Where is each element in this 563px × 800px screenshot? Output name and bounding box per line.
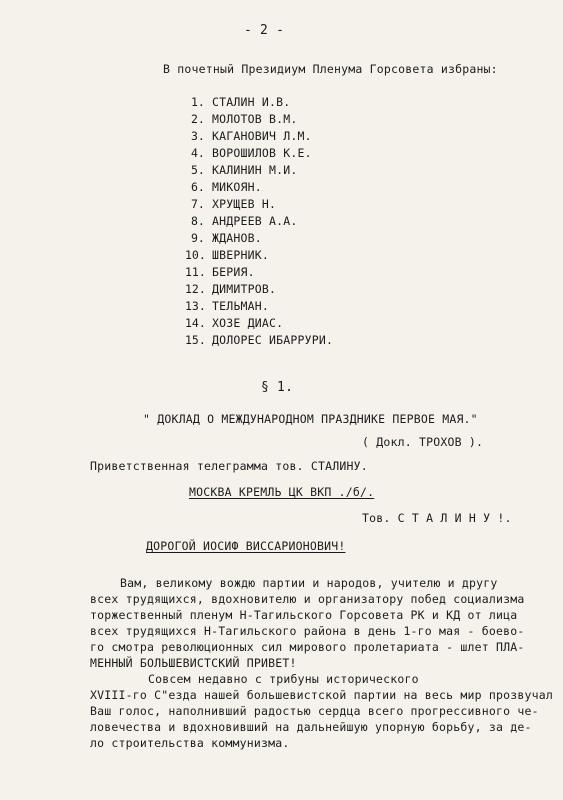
item-name: ХОЗЕ ДИАС. [212,316,284,330]
telegram-recipient: Тов. С Т А Л И Н У !. [362,511,512,525]
body-line: Ваш голос, наполнивший радостью сердца всего прогрессивного че- [90,704,539,718]
body-line: всех трудящихся Н-Тагильского района в день 1-го мая - боево- [90,624,525,638]
item-name: АНДРЕЕВ А.А. [212,214,298,228]
item-number: 2. [191,112,205,126]
item-name: МИКОЯН. [212,180,262,194]
body-line: всех трудящихся, вдохновителю и организатору побед социализма [90,592,525,606]
item-number: 8. [191,214,205,228]
item-number: 3. [191,129,205,143]
item-name: ТЕЛЬМАН. [212,299,269,313]
item-number: 12. [185,282,206,296]
telegram-address: МОСКВА КРЕМЛЬ ЦК ВКП ./б/. [189,485,375,499]
item-name: ВОРОШИЛОВ К.Е. [212,146,312,160]
item-name: БЕРИЯ. [212,265,255,279]
section-title: " ДОКЛАД О МЕЖДУНАРОДНОМ ПРАЗДНИКЕ ПЕРВОЕ МАЯ." [143,412,478,426]
item-number: 11. [185,265,206,279]
item-name: ШВЕРНИК. [212,248,269,262]
salutation: ДОРОГОЙ ИОСИФ ВИССАРИОНОВИЧ! [146,539,346,553]
item-number: 1. [191,95,205,109]
item-number: 14. [185,316,206,330]
item-name: ДИМИТРОВ. [212,282,277,296]
body-line: МЕННЫЙ БОЛЬШЕВИСТСКИЙ ПРИВЕТ! [90,656,297,670]
item-name: ХРУЩЕВ Н. [212,197,277,211]
body-line: Вам, великому вождю партии и народов, учителю и другу [120,576,498,590]
body-line: ло строительства коммунизма. [90,736,290,750]
item-number: 15. [185,333,206,347]
item-number: 6. [191,180,205,194]
section-mark: § 1. [261,380,294,395]
item-name: МОЛОТОВ В.М. [212,112,298,126]
item-number: 7. [191,197,205,211]
item-name: КАЛИНИН М.И. [212,163,298,177]
item-name: СТАЛИН И.В. [212,95,291,109]
item-name: КАГАНОВИЧ Л.М. [212,129,312,143]
body-line: торжественный пленум Н-Тагильского Горсовета РК и КД от лица [90,608,518,622]
item-number: 13. [185,299,206,313]
item-name: ЖДАНОВ. [212,231,262,245]
body-line: Совсем недавно с трибуны исторического [148,672,419,686]
body-line: ХVIII-го С"езда нашей большевистской партии на весь мир прозвучал [90,688,554,702]
speaker-note: ( Докл. ТРОХОВ ). [362,435,484,449]
presidium-intro: В почетный Президиум Пленума Горсовета избраны: [163,62,498,76]
body-line: го смотра революционных сил мирового пролетариата - шлет ПЛА- [90,640,525,654]
page-number: - 2 - [244,23,285,38]
item-number: 10. [185,248,206,262]
item-number: 4. [191,146,205,160]
item-name: ДОЛОРЕС ИБАРРУРИ. [212,333,334,347]
body-line: ловечества и вдохновивший на дальнейшую упорную борьбу, за де- [90,720,532,734]
item-number: 9. [191,231,205,245]
telegram-intro: Приветственная телеграмма тов. СТАЛИНУ. [90,459,368,473]
item-number: 5. [191,163,205,177]
